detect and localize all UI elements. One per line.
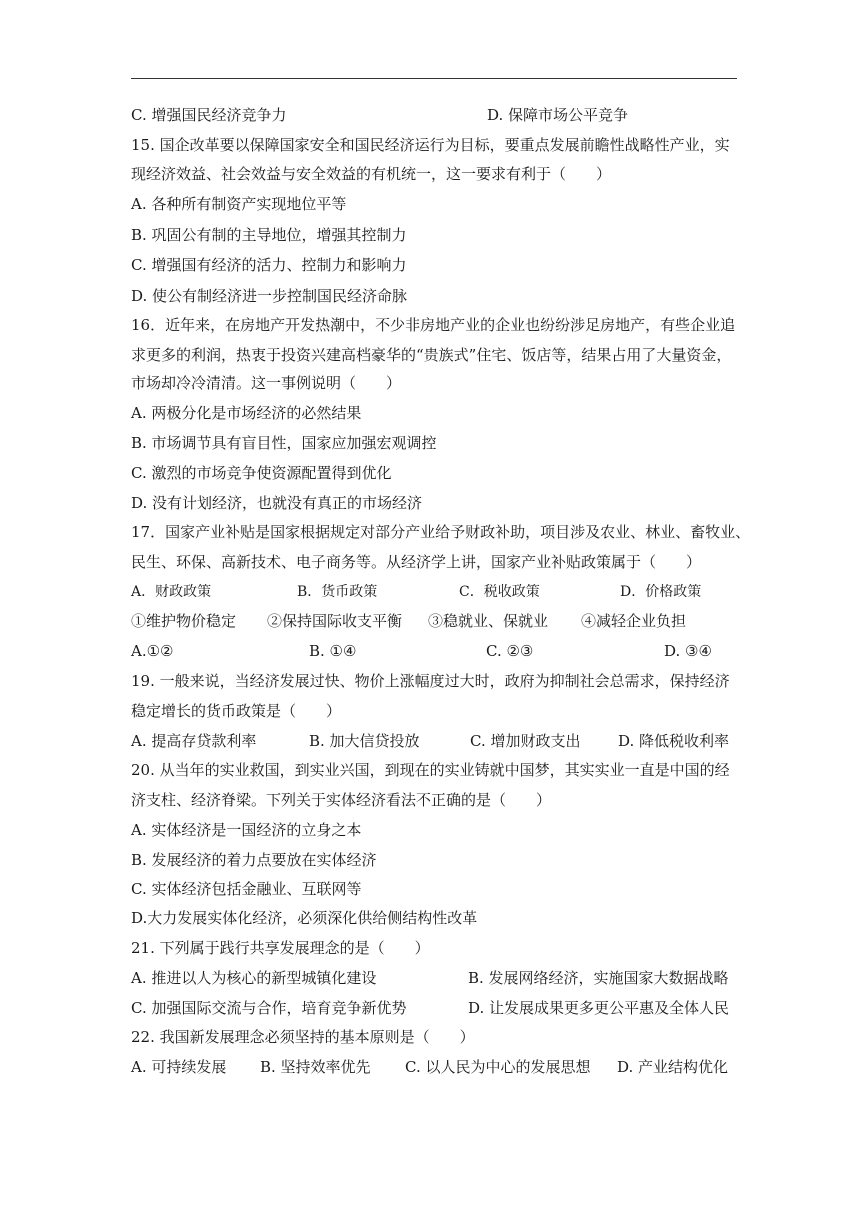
q19-option-b: B. 加大信贷投放	[309, 732, 420, 750]
q21-option-a: A. 推进以人为核心的新型城镇化建设	[131, 969, 377, 987]
q19-option-c: C. 增加财政支出	[470, 732, 581, 750]
q19-stem-line1: 19. 一般来说，当经济发展过快、物价上涨幅度过大时，政府为抑制社会总需求，保持经济	[131, 672, 730, 690]
q15-option-b: B. 巩固公有制的主导地位，增强其控制力	[131, 226, 407, 244]
q20-option-d: D.大力发展实体化经济，必须深化供给侧结构性改革	[131, 909, 478, 927]
q18-item-2: ②保持国际收支平衡	[267, 612, 403, 630]
q17-option-a: A．财政政策	[131, 584, 212, 600]
q17-stem-line2: 民生、环保、高新技术、电子商务等。从经济学上讲，国家产业补贴政策属于（ ）	[131, 553, 702, 571]
q18-item-3: ③稳就业、保就业	[428, 612, 549, 630]
q19-option-a: A. 提高存贷款利率	[131, 732, 257, 750]
q20-stem-line2: 济支柱、经济脊梁。下列关于实体经济看法不正确的是（ ）	[131, 791, 552, 809]
q22-option-a: A. 可持续发展	[131, 1058, 227, 1076]
q17-option-b: B．货币政策	[297, 584, 378, 600]
q20-option-c: C. 实体经济包括金融业、互联网等	[131, 880, 362, 898]
option-c-prev: C. 增强国民经济竞争力	[131, 106, 287, 124]
q16-option-b: B. 市场调节具有盲目性，国家应加强宏观调控	[131, 434, 437, 452]
q21-option-d: D. 让发展成果更多更公平惠及全体人民	[468, 999, 730, 1017]
q18-option-c: C. ②③	[486, 642, 534, 660]
q22-option-c: C. 以人民为中心的发展思想	[405, 1058, 591, 1076]
q16-option-a: A. 两极分化是市场经济的必然结果	[131, 404, 362, 422]
q15-option-a: A. 各种所有制资产实现地位平等	[131, 195, 347, 213]
header-rule	[131, 78, 737, 79]
q18-option-b: B. ①④	[309, 642, 357, 660]
q22-option-d: D. 产业结构优化	[617, 1058, 729, 1076]
q16-stem-line2: 求更多的利润，热衷于投资兴建高档豪华的“贵族式”住宅、饭店等，结果占用了大量资金，	[131, 346, 732, 364]
q18-option-d: D. ③④	[664, 642, 712, 660]
q20-option-a: A. 实体经济是一国经济的立身之本	[131, 821, 362, 839]
q21-stem: 21. 下列属于践行共享发展理念的是（ ）	[131, 939, 430, 957]
q15-stem-line1: 15. 国企改革要以保障国家安全和国民经济运行为目标，要重点发展前瞻性战略性产业，实	[131, 136, 730, 154]
q21-option-b: B. 发展网络经济，实施国家大数据战略	[468, 969, 729, 987]
q16-option-c: C. 激烈的市场竞争使资源配置得到优化	[131, 464, 392, 482]
q22-option-b: B. 坚持效率优先	[260, 1058, 371, 1076]
q21-option-c: C. 加强国际交流与合作，培育竞争新优势	[131, 999, 407, 1017]
q19-option-d: D. 降低税收利率	[618, 732, 730, 750]
q16-stem-line3: 市场却冷冷清清。这一事例说明（ ）	[131, 374, 402, 392]
q18-option-a: A.①②	[131, 642, 174, 660]
q18-item-4: ④减轻企业负担	[581, 612, 687, 630]
q15-stem-line2: 现经济效益、社会效益与安全效益的有机统一，这一要求有利于（ ）	[131, 165, 612, 183]
q22-stem: 22. 我国新发展理念必须坚持的基本原则是（ ）	[131, 1028, 475, 1046]
q16-option-d: D. 没有计划经济，也就没有真正的市场经济	[131, 494, 423, 512]
q17-stem-line1: 17．国家产业补贴是国家根据规定对部分产业给予财政补助，项目涉及农业、林业、畜牧业、	[131, 523, 751, 541]
q19-stem-line2: 稳定增长的货币政策是（ ）	[131, 702, 342, 720]
q18-item-1: ①维护物价稳定	[131, 612, 237, 630]
q17-option-c: C．税收政策	[459, 584, 540, 600]
q16-stem-line1: 16．近年来，在房地产开发热潮中，不少非房地产业的企业也纷纷涉足房地产，有些企业追	[131, 316, 736, 334]
option-d-prev: D. 保障市场公平竞争	[487, 106, 629, 124]
q20-stem-line1: 20. 从当年的实业救国，到实业兴国，到现在的实业铸就中国梦，其实实业一直是中国的经	[131, 761, 730, 779]
q15-option-c: C. 增强国有经济的活力、控制力和影响力	[131, 256, 407, 274]
q17-option-d: D．价格政策	[620, 584, 702, 600]
q15-option-d: D. 使公有制经济进一步控制国民经济命脉	[131, 287, 408, 305]
q20-option-b: B. 发展经济的着力点要放在实体经济	[131, 851, 377, 869]
